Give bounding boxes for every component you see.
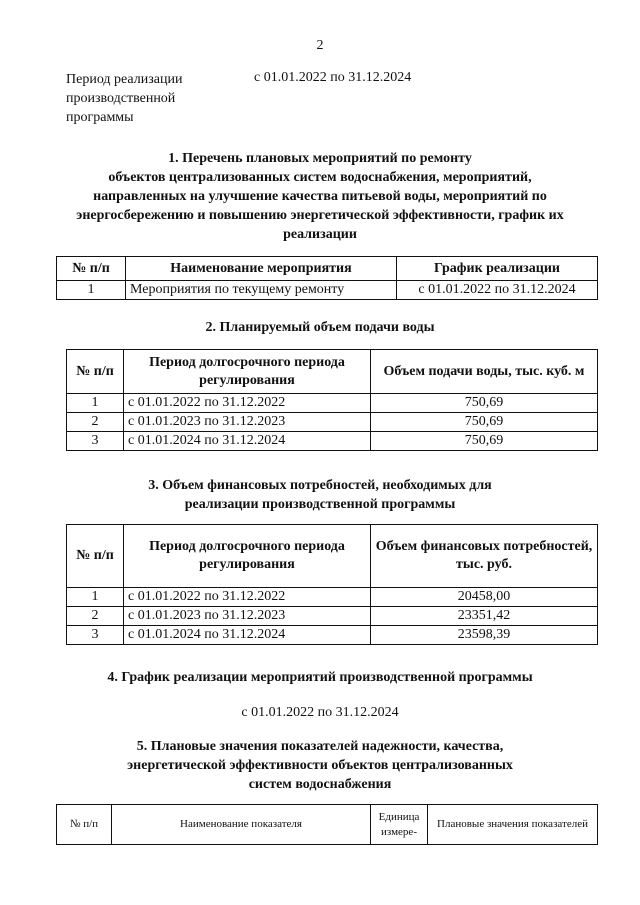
cell-amount: 23351,42	[371, 607, 598, 626]
period-label	[66, 70, 182, 127]
col-header-number: № п/п	[57, 805, 112, 845]
cell-period: с 01.01.2024 по 31.12.2024	[124, 432, 371, 451]
section3-title	[40, 476, 600, 514]
section1-title	[40, 149, 600, 244]
period-label-line: Период реализации	[66, 72, 183, 87]
section5-title-line: энергетической эффективности объектов централизованных	[127, 758, 513, 773]
table-row	[67, 588, 598, 607]
col-header-volume: Объем подачи воды, тыс. куб. м	[371, 350, 598, 394]
cell-number: 1	[67, 394, 124, 413]
cell-volume: 750,69	[371, 394, 598, 413]
indicators-table	[56, 804, 598, 845]
cell-activity: Мероприятия по текущему ремонту	[126, 281, 397, 300]
section3-title-line: реализации производственной программы	[184, 497, 456, 512]
page-number: 2	[316, 38, 324, 53]
section4-value: с 01.01.2022 по 31.12.2024	[241, 705, 399, 720]
col-header-number: № п/п	[57, 257, 126, 281]
table-header-row	[67, 525, 598, 588]
water-supply-table	[66, 349, 598, 451]
col-header-unit: Единица измере-	[371, 805, 428, 845]
col-header-amount: Объем финансовых потребностей, тыс. руб.	[371, 525, 598, 588]
cell-number: 2	[67, 413, 124, 432]
cell-period: с 01.01.2023 по 31.12.2023	[124, 607, 371, 626]
col-header-period: Период долгосрочного периода регулирования	[124, 350, 371, 394]
section1-title-line: направленных на улучшение качества питьевой воды, мероприятий по	[93, 189, 547, 204]
cell-number: 2	[67, 607, 124, 626]
col-header-planned-values: Плановые значения показателей	[428, 805, 598, 845]
cell-amount: 23598,39	[371, 626, 598, 645]
period-value: с 01.01.2022 по 31.12.2024	[254, 70, 412, 85]
table-header-row	[57, 257, 598, 281]
col-header-indicator: Наименование показателя	[112, 805, 371, 845]
cell-period: с 01.01.2023 по 31.12.2023	[124, 413, 371, 432]
col-header-period: Период долгосрочного периода регулирования	[124, 525, 371, 588]
section1-title-line: реализации	[283, 227, 357, 242]
cell-volume: 750,69	[371, 432, 598, 451]
col-header-number: № п/п	[67, 525, 124, 588]
cell-period: с 01.01.2022 по 31.12.2022	[124, 588, 371, 607]
cell-volume: 750,69	[371, 413, 598, 432]
table-row	[67, 413, 598, 432]
table-row	[67, 432, 598, 451]
table-header-row	[57, 805, 598, 845]
col-header-number: № п/п	[67, 350, 124, 394]
activities-table	[56, 256, 598, 300]
period-label-line: производственной	[66, 91, 176, 106]
table-row	[57, 281, 598, 300]
cell-number: 3	[67, 432, 124, 451]
cell-amount: 20458,00	[371, 588, 598, 607]
table-header-row	[67, 350, 598, 394]
section5-title-line: систем водоснабжения	[248, 777, 392, 792]
table-row	[67, 394, 598, 413]
section1-title-line: 1. Перечень плановых мероприятий по ремонту	[168, 151, 472, 166]
period-label-line: программы	[66, 110, 134, 125]
cell-number: 1	[67, 588, 124, 607]
cell-period: с 01.01.2024 по 31.12.2024	[124, 626, 371, 645]
section4-title: 4. График реализации мероприятий производственной программы	[107, 670, 533, 685]
col-header-schedule: График реализации	[397, 257, 598, 281]
cell-schedule: с 01.01.2022 по 31.12.2024	[397, 281, 598, 300]
cell-period: с 01.01.2022 по 31.12.2022	[124, 394, 371, 413]
financial-needs-table	[66, 524, 598, 645]
section5-title-line: 5. Плановые значения показателей надежности, качества,	[136, 739, 504, 754]
section1-title-line: объектов централизованных систем водоснабжения, мероприятий,	[108, 170, 532, 185]
cell-number: 3	[67, 626, 124, 645]
section3-title-line: 3. Объем финансовых потребностей, необходимых для	[148, 478, 492, 493]
section1-title-line: энергосбережению и повышению энергетической эффективности, график их	[76, 208, 564, 223]
section2-title: 2. Планируемый объем подачи воды	[205, 320, 435, 335]
table-row	[67, 607, 598, 626]
section5-title	[40, 737, 600, 794]
col-header-activity: Наименование мероприятия	[126, 257, 397, 281]
cell-number: 1	[57, 281, 126, 300]
table-row	[67, 626, 598, 645]
